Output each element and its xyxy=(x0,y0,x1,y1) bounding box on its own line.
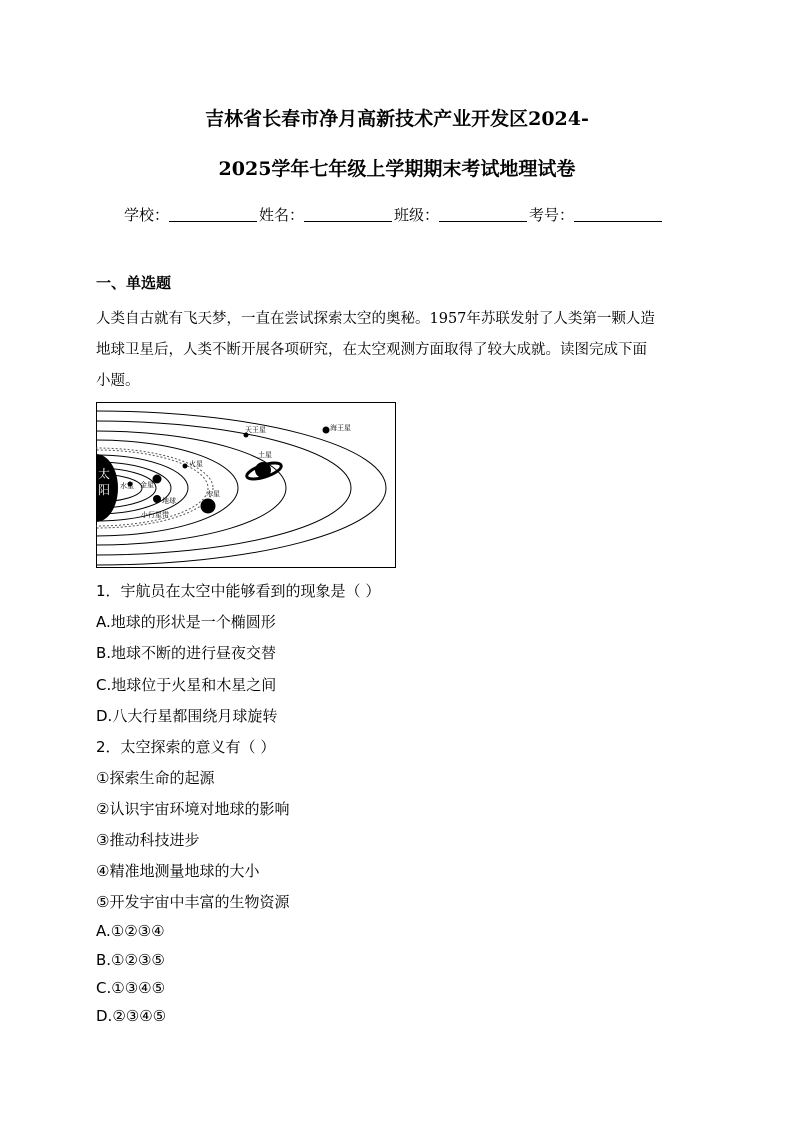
jupiter-label: 木星 xyxy=(206,490,220,498)
passage-line-3: 小题。 xyxy=(96,373,140,389)
q2-option-a[interactable]: A.①②③④ xyxy=(96,922,165,940)
passage-line-1: 人类自古就有飞天梦，一直在尝试探索太空的奥秘。1957年苏联发射了人类第一颗人造 xyxy=(96,311,655,327)
neptune-label: 海王星 xyxy=(330,424,351,432)
passage xyxy=(96,304,708,397)
q1-option-b[interactable]: B.地球不断的进行昼夜交替 xyxy=(96,644,277,662)
exam-number-label: 考号： xyxy=(529,206,575,224)
neptune xyxy=(323,427,330,434)
sun-label-2: 阳 xyxy=(98,483,111,497)
venus-label: 金星 xyxy=(140,481,154,489)
q2-item-2: ②认识宇宙环境对地球的影响 xyxy=(96,800,290,818)
solar-system-figure xyxy=(96,402,396,568)
mercury-label: 水星 xyxy=(120,482,134,490)
asteroid-belt-label: 小行星带 xyxy=(141,511,169,519)
q2-item-4: ④精准地测量地球的大小 xyxy=(96,862,260,880)
mars-label: 火星 xyxy=(189,460,203,468)
uranus-label: 天王星 xyxy=(245,426,266,434)
q2-stem: 2．太空探索的意义有（ ） xyxy=(96,738,276,756)
saturn xyxy=(255,462,271,478)
exam-title-line-2: 2025学年七年级上学期期末考试地理试卷 xyxy=(218,158,576,180)
class-blank[interactable] xyxy=(439,207,527,222)
q2-item-3: ③推动科技进步 xyxy=(96,831,200,849)
jupiter xyxy=(201,499,216,514)
q2-item-5: ⑤开发宇宙中丰富的生物资源 xyxy=(96,893,290,911)
name-label: 姓名： xyxy=(259,206,305,224)
q1-option-a[interactable]: A.地球的形状是一个椭圆形 xyxy=(96,613,276,631)
q2-option-c[interactable]: C.①③④⑤ xyxy=(96,979,166,997)
section-title: 一、单选题 xyxy=(96,274,172,292)
name-blank[interactable] xyxy=(304,207,392,222)
earth xyxy=(153,495,161,503)
school-label: 学校： xyxy=(124,206,170,224)
orbit-uranus xyxy=(96,421,351,555)
q2-item-1: ①探索生命的起源 xyxy=(96,769,215,787)
exam-number-blank[interactable] xyxy=(574,207,662,222)
student-info-row xyxy=(124,204,664,225)
q2-option-d[interactable]: D.②③④⑤ xyxy=(96,1007,167,1025)
mars xyxy=(183,464,188,469)
q1-option-c[interactable]: C.地球位于火星和木星之间 xyxy=(96,676,277,694)
passage-line-2: 地球卫星后，人类不断开展各项研究，在太空观测方面取得了较大成就。读图完成下面 xyxy=(96,342,647,358)
class-label: 班级： xyxy=(394,206,440,224)
earth-label: 地球 xyxy=(162,497,176,505)
sun-label-1: 太 xyxy=(98,467,111,481)
q1-option-d[interactable]: D.八大行星都围绕月球旋转 xyxy=(96,707,278,725)
school-blank[interactable] xyxy=(169,207,257,222)
q2-option-b[interactable]: B.①②③⑤ xyxy=(96,951,165,969)
q1-stem: 1．宇航员在太空中能够看到的现象是（ ） xyxy=(96,582,381,600)
exam-title-line-1: 吉林省长春市净月高新技术产业开发区2024- xyxy=(205,108,589,130)
saturn-label: 土星 xyxy=(258,451,272,459)
